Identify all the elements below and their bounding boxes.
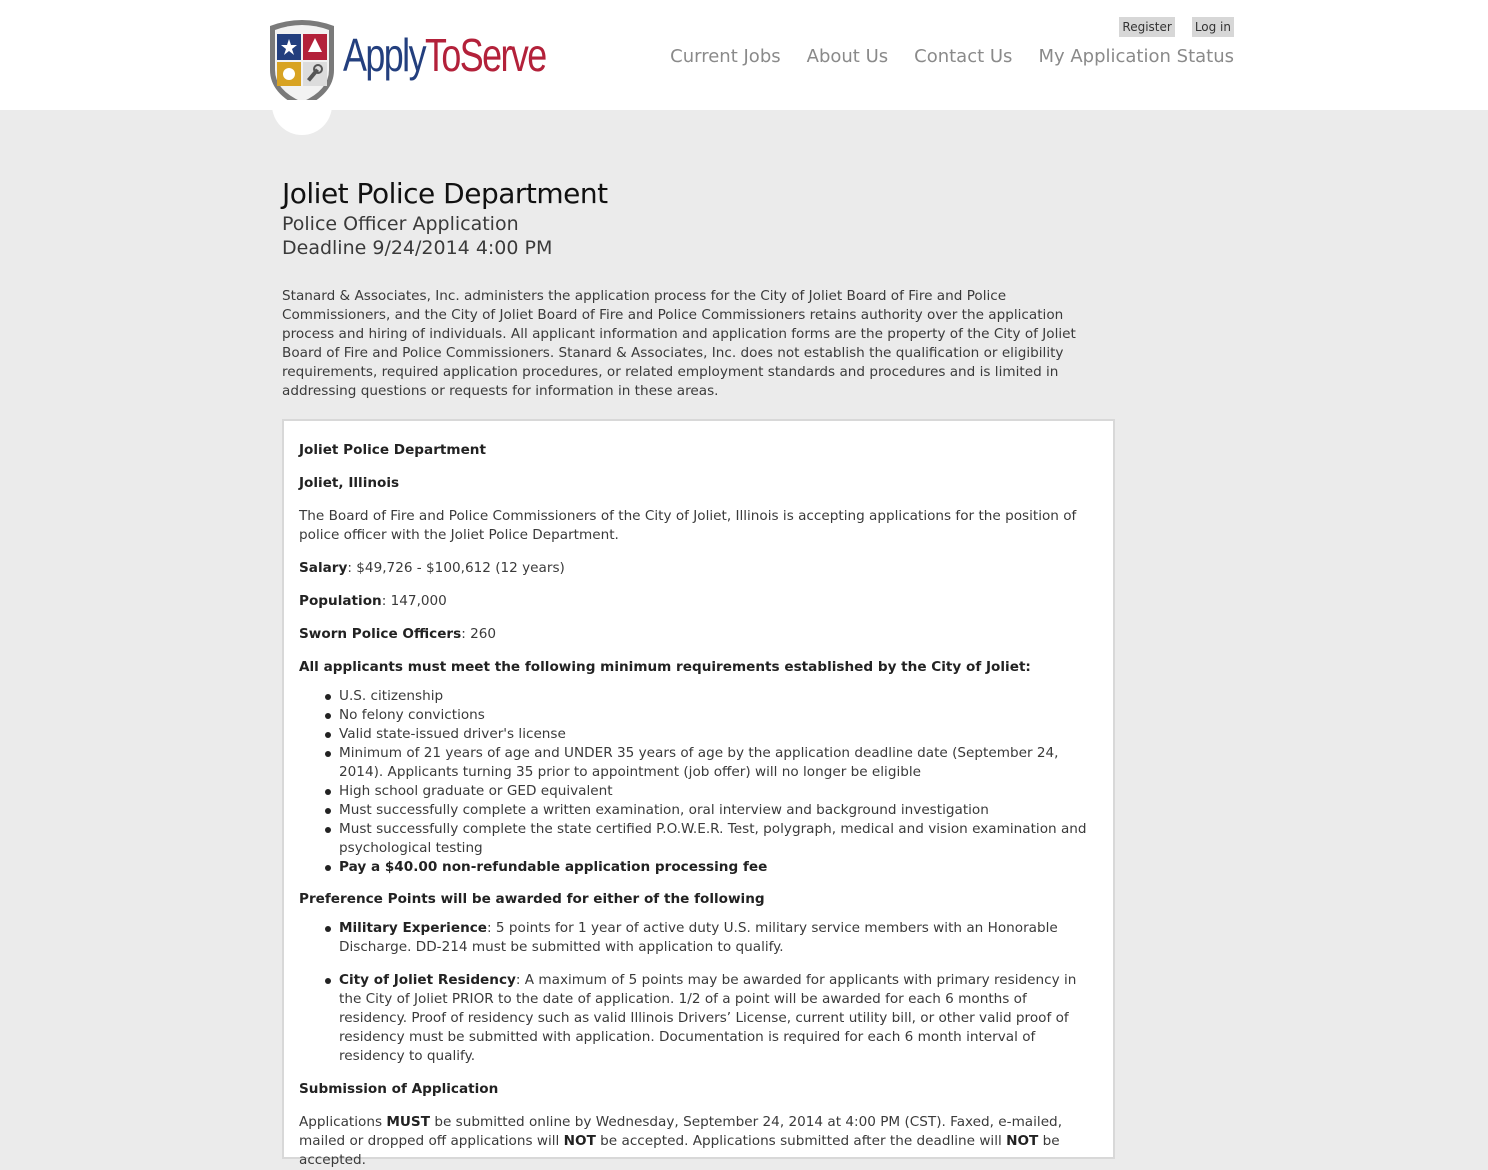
register-link[interactable]: Register	[1119, 17, 1174, 37]
list-item: U.S. citizenship	[339, 687, 1098, 706]
intro-paragraph: Stanard & Associates, Inc. administers the application process for the City of Joliet Board of Fire and Police Commissioners, and the City of Joliet Board of Fire and Police Commissioners retains authority over the application process and hiring of individuals. All applicant information and application forms are the property of the City of Joliet Board of Fire and Police Commissioners. Stanard & Associates, Inc. does not establish the qualification or eligibility requirements, required application procedures, or related employment standards and procedures and is limited in addressing questions or requests for information in these areas.	[282, 288, 1076, 399]
preference-text: : 5 points for 1 year of active duty U.S. military service members with an Honorable Discharge. DD-214 must be submitted with application to qualify.	[339, 920, 1058, 955]
submission-part: be accepted. Applications submitted after the deadline will	[595, 1133, 1007, 1149]
submission-part: be accepted.	[299, 1133, 1060, 1168]
job-description-card	[282, 419, 1115, 1168]
submission-part: Applications	[299, 1114, 387, 1130]
requirements-list	[339, 687, 1098, 877]
card-department: Joliet Police Department	[299, 442, 486, 458]
card-description: The Board of Fire and Police Commissioners of the City of Joliet, Illinois is accepting applications for the position of police officer with the Joliet Police Department.	[299, 508, 1077, 543]
logo-wordmark: ApplyToServe	[343, 29, 546, 81]
auth-links	[1119, 17, 1234, 37]
salary-value: : $49,726 - $100,612 (12 years)	[347, 560, 565, 576]
list-item: No felony convictions	[339, 706, 1098, 725]
population-label: Population	[299, 593, 382, 609]
main-nav	[670, 45, 1234, 69]
preference-label: Military Experience	[339, 920, 488, 936]
officers-label: Sworn Police Officers	[299, 626, 462, 642]
requirements-heading: All applicants must meet the following minimum requirements established by the City of Joliet:	[299, 659, 1031, 675]
list-item	[339, 971, 1098, 1066]
population-line	[299, 592, 1098, 611]
nav-contact-us[interactable]: Contact Us	[914, 46, 1013, 67]
preference-heading: Preference Points will be awarded for either of the following	[299, 891, 765, 907]
list-item: Minimum of 21 years of age and UNDER 35 years of age by the application deadline date (September 24, 2014). Applicants turning 35 prior to appointment (job offer) will no longer be eligible	[339, 744, 1098, 782]
preference-list	[339, 919, 1098, 1066]
application-deadline: Deadline 9/24/2014 4:00 PM	[282, 237, 553, 259]
top-bar	[0, 0, 1488, 110]
shield-emblem-icon	[266, 18, 338, 110]
submission-heading: Submission of Application	[299, 1081, 499, 1097]
preference-label: City of Joliet Residency	[339, 972, 516, 988]
list-item	[339, 919, 1098, 957]
submission-emphasis: NOT	[563, 1133, 596, 1149]
officers-line	[299, 625, 1098, 644]
job-header	[282, 176, 608, 260]
apply-to-serve-logo[interactable]	[266, 18, 546, 110]
list-item: High school graduate or GED equivalent	[339, 782, 1098, 801]
nav-current-jobs[interactable]: Current Jobs	[670, 46, 781, 67]
logo-tab-decoration	[272, 100, 332, 135]
salary-label: Salary	[299, 560, 348, 576]
officers-value: : 260	[461, 626, 497, 642]
nav-my-application-status[interactable]: My Application Status	[1038, 46, 1234, 67]
list-item: Valid state-issued driver's license	[339, 725, 1098, 744]
login-link[interactable]: Log in	[1192, 17, 1234, 37]
list-item: Must successfully complete the state certified P.O.W.E.R. Test, polygraph, medical and vision examination and psychological testing	[339, 820, 1098, 858]
page-title: Joliet Police Department	[282, 177, 608, 210]
list-item: Must successfully complete a written examination, oral interview and background investigation	[339, 801, 1098, 820]
submission-part: be submitted online by Wednesday, September 24, 2014 at 4:00 PM (CST). Faxed, e-mailed, mailed or dropped off applications will	[299, 1114, 1063, 1149]
card-location: Joliet, Illinois	[299, 475, 400, 491]
list-item-fee: Pay a $40.00 non-refundable application processing fee	[339, 858, 1098, 877]
page-subtitle: Police Officer Application	[282, 213, 519, 235]
nav-about-us[interactable]: About Us	[806, 46, 889, 67]
submission-text	[299, 1113, 1098, 1170]
population-value: : 147,000	[381, 593, 447, 609]
preference-text: : A maximum of 5 points may be awarded for applicants with primary residency in the City of Joliet PRIOR to the date of application. 1/2 of a point will be awarded for each 6 months of residency. Proof of residency such as valid Illinois Drivers’ License, current utility bill, or other valid proof of residency must be submitted with application. Documentation is required for each 6 month interval of residency to qualify.	[339, 972, 1077, 1064]
submission-emphasis: NOT	[1006, 1133, 1039, 1149]
salary-line	[299, 559, 1098, 578]
submission-emphasis: MUST	[386, 1114, 430, 1130]
